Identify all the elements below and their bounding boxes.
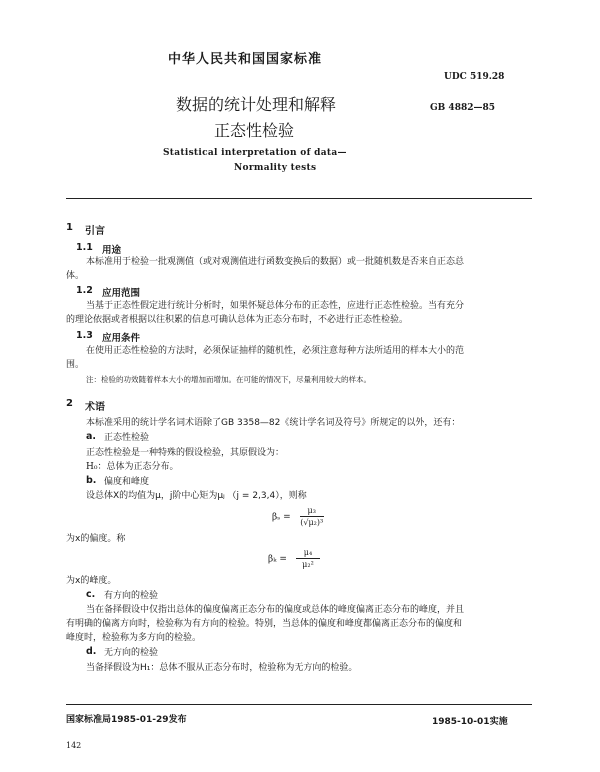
term-b-title: 偏度和峰度 (104, 477, 150, 487)
skewness-lhs: βₛ = (272, 512, 291, 523)
term-b-after-2: 为x的峰度。 (66, 576, 117, 586)
section-1-2-text-1: 当基于正态性假定进行统计分析时，如果怀疑总体分布的正态性，应进行正态性检验。当有充分 (86, 301, 465, 311)
skewness-numerator: μ₃ (300, 505, 324, 517)
section-1-1-number: 1.1 (76, 242, 93, 253)
skewness-formula (272, 505, 324, 529)
section-1-2-text-2: 的理论依据或者根据以往积累的信息可确认总体为正态分布时，不必进行正态性检验。 (66, 315, 409, 325)
section-2-heading: 术语 (85, 402, 105, 413)
footer-divider (66, 704, 532, 705)
term-d-line-1: 当备择假设为H₁：总体不服从正态分布时，检验称为无方向的检验。 (86, 663, 358, 673)
section-1-1-text-2: 体。 (66, 271, 85, 281)
section-1-number: 1 (66, 222, 73, 233)
section-1-1-text-1: 本标准用于检验一批观测值（或对观测值进行函数变换后的数据）或一批随机数是否来自正态总 (86, 257, 465, 267)
kurtosis-denominator: μ₂² (302, 560, 314, 569)
section-2-number: 2 (66, 398, 73, 409)
section-1-3-note: 注：检验的功效随着样本大小的增加而增加。在可能的情况下，尽量利用较大的样本。 (86, 375, 371, 384)
title-line-1: 数据的统计处理和解释 (176, 95, 337, 114)
skewness-denominator: (√μ₂)³ (300, 518, 324, 527)
term-c-line-1: 当在备择假设中仅指出总体的偏度偏离正态分布的偏度或总体的峰度偏离正态分布的峰度，并且 (86, 605, 465, 615)
term-c-label: c. (86, 589, 96, 600)
term-b-line-1: 设总体X的均值为μ，j阶中心矩为μⱼ （j = 2,3,4），则称 (86, 491, 307, 501)
title-line-2: 正态性检验 (214, 121, 295, 140)
term-b-label: b. (86, 475, 97, 486)
term-a-label: a. (86, 431, 97, 442)
skewness-fraction (300, 505, 324, 529)
section-2-intro: 本标准采用的统计学名词术语除了GB 3358—82《统计学名词及符号》所规定的以外，还有： (86, 418, 461, 428)
section-1-1-title: 用途 (102, 245, 122, 256)
header-divider (66, 198, 532, 199)
term-c-line-3: 峰度时，检验称为多方向的检验。 (66, 633, 202, 643)
gb-number: GB 4882—85 (430, 103, 495, 113)
section-1-heading: 引言 (85, 226, 105, 237)
term-b-after-1: 为x的偏度。称 (66, 534, 126, 544)
term-a-line-2: H₀：总体为正态分布。 (86, 462, 179, 472)
english-title-line-1: Statistical interpretation of data— (163, 148, 347, 158)
section-1-2-title: 应用范围 (102, 288, 141, 299)
section-1-3-text-2: 围。 (66, 360, 85, 370)
section-1-3-title: 应用条件 (102, 333, 141, 344)
page-number: 142 (66, 741, 82, 750)
standard-name: 中华人民共和国国家标准 (168, 52, 323, 67)
kurtosis-numerator: μ₄ (296, 547, 320, 559)
term-d-title: 无方向的检验 (104, 648, 159, 658)
kurtosis-formula (268, 547, 320, 571)
term-c-title: 有方向的检验 (104, 591, 159, 601)
term-a-title: 正态性检验 (104, 433, 150, 443)
issue-date: 国家标准局1985-01-29发布 (66, 715, 187, 725)
section-1-3-text-1: 在使用正态性检验的方法时，必须保证抽样的随机性，必须注意每种方法所适用的样本大小的范 (86, 346, 465, 356)
kurtosis-lhs: βₖ = (268, 554, 287, 565)
section-1-3-number: 1.3 (76, 330, 93, 341)
term-d-label: d. (86, 646, 97, 657)
english-title-line-2: Normality tests (234, 163, 317, 173)
kurtosis-fraction (296, 547, 320, 571)
term-a-line-1: 正态性检验是一种特殊的假设检验，其原假设为： (86, 448, 285, 458)
udc-number: UDC 519.28 (444, 72, 505, 82)
effective-date: 1985-10-01实施 (432, 717, 508, 727)
section-1-2-number: 1.2 (76, 285, 93, 296)
term-c-line-2: 有明确的偏离方向时，检验称为有方向的检验。特别，当总体的偏度和峰度都偏离正态分布的偏度和 (66, 619, 463, 629)
